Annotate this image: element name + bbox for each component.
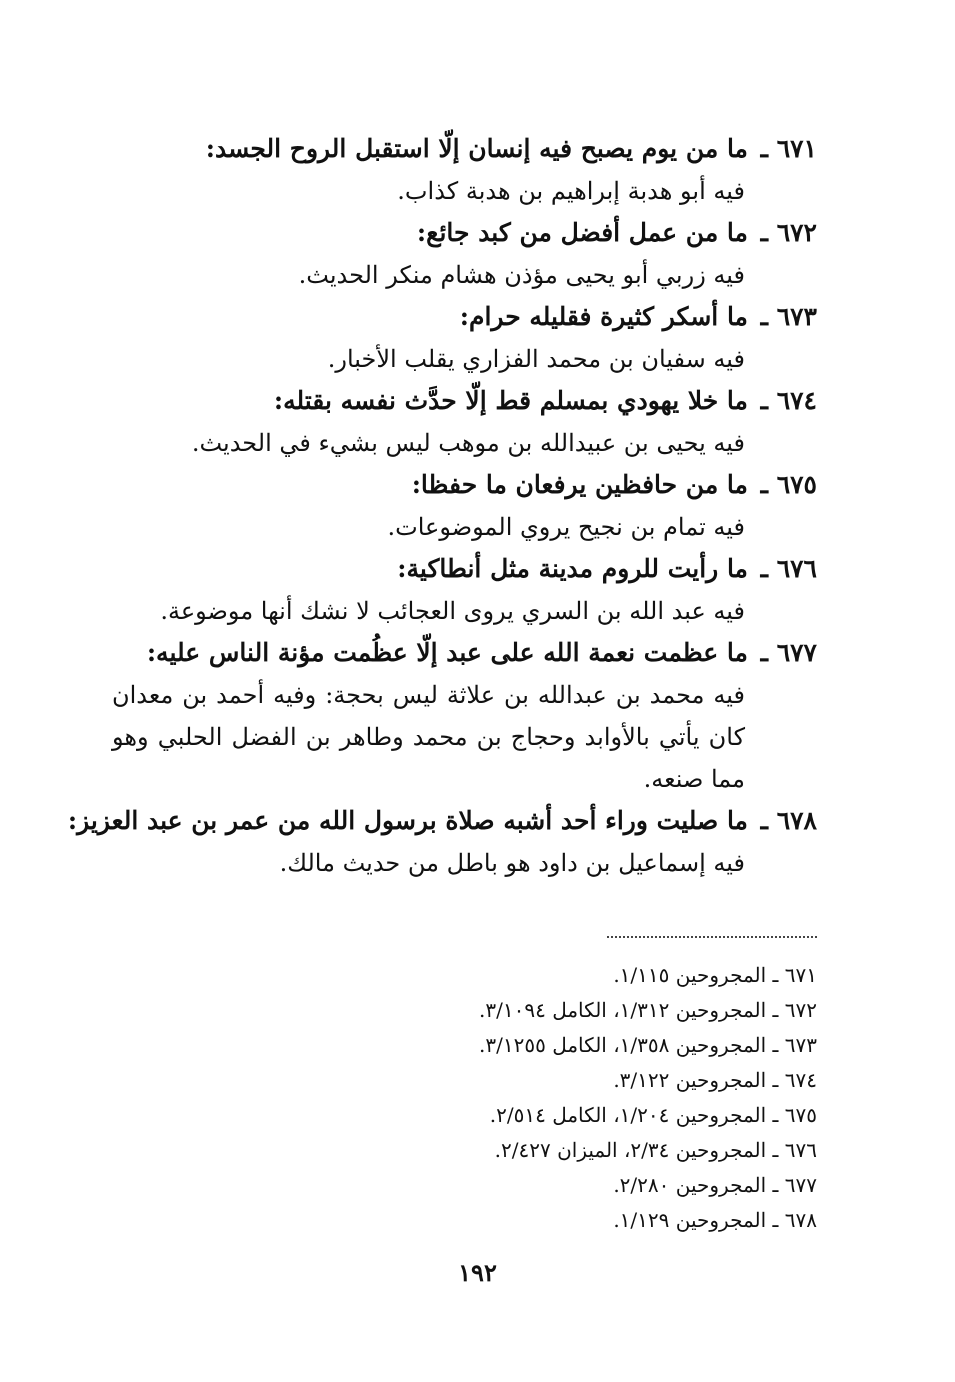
entry-number: ٦٧٣ ـ [760, 302, 817, 331]
hadith-entry-677 [112, 632, 817, 800]
entry-title: ما عظمت نعمة الله على عبد إلّا عظُمت مؤنة الناس عليه: [146, 638, 748, 667]
footnote-675: ٦٧٥ ـ المجروحين ١/٢٠٤، الكامل ٢/٥١٤. [489, 1103, 817, 1127]
entry-comment: فيه أبو هدبة إبراهيم بن هدبة كذاب. [397, 177, 745, 205]
entry-number: ٦٧١ ـ [760, 134, 817, 163]
entry-heading [112, 464, 817, 506]
hadith-entry-678 [67, 800, 817, 884]
entry-number: ٦٧٥ ـ [760, 470, 817, 499]
entry-number: ٦٧٢ ـ [760, 218, 817, 247]
hadith-entry-673 [112, 296, 817, 380]
entry-heading [112, 296, 817, 338]
entry-comment: فيه يحيى بن عبيدالله بن موهب ليس بشيء في الحديث. [191, 429, 745, 457]
footnotes [317, 958, 817, 1238]
entry-comment: فيه محمد بن عبدالله بن علاثة ليس بحجة: وفيه أحمد بن معدان كان يأتي بالأوابد وحجاج بن محمد وطاهر بن الفضل الحلبي وهو مما صنعه. [112, 681, 745, 793]
hadith-entry-671 [112, 128, 817, 212]
entry-heading [112, 548, 817, 590]
entry-title: ما رأيت للروم مدينة مثل أنطاكية: [397, 554, 748, 583]
footnote-678: ٦٧٨ ـ المجروحين ١/١٢٩. [613, 1208, 817, 1232]
entry-comment: فيه عبد الله بن السري يروى العجائب لا نشك أنها موضوعة. [160, 597, 745, 625]
footnote-676: ٦٧٦ ـ المجروحين ٢/٣٤، الميزان ٢/٤٢٧. [494, 1138, 817, 1162]
footnote-divider [607, 936, 817, 938]
entry-title: ما خلا يهودي بمسلم قط إلّا حدَّث نفسه بقتله: [273, 386, 748, 415]
footnote-674: ٦٧٤ ـ المجروحين ٣/١٢٢. [613, 1068, 817, 1092]
footnote-673: ٦٧٣ ـ المجروحين ١/٣٥٨، الكامل ٣/١٢٥٥. [479, 1033, 817, 1057]
entry-number: ٦٧٨ ـ [760, 806, 817, 835]
entry-comment: فيه إسماعيل بن داود هو باطل من حديث مالك. [279, 849, 745, 877]
entry-title: ما أسكر كثيرة فقليله حرام: [459, 302, 748, 331]
footnote-671: ٦٧١ ـ المجروحين ١/١١٥. [613, 963, 817, 987]
entry-number: ٦٧٧ ـ [760, 638, 817, 667]
entry-heading [112, 380, 817, 422]
entry-heading [112, 212, 817, 254]
page-number: ١٩٢ [458, 1258, 497, 1287]
hadith-entry-672 [112, 212, 817, 296]
entry-title: ما صليت وراء أحد أشبه صلاة برسول الله من عمر بن عبد العزيز: [67, 806, 748, 835]
entry-heading [112, 632, 817, 674]
entry-comment: فيه زربي أبو يحيى مؤذن هشام منكر الحديث. [298, 261, 745, 289]
entry-comment: فيه سفيان بن محمد الفزاري يقلب الأخبار. [327, 345, 745, 373]
hadith-entry-676 [112, 548, 817, 632]
footnote-672: ٦٧٢ ـ المجروحين ١/٣١٢، الكامل ٣/١٠٩٤. [479, 998, 817, 1022]
entry-comment: فيه تمام بن نجيح يروي الموضوعات. [387, 513, 745, 541]
entry-title: ما من حافظين يرفعان ما حفظا: [411, 470, 748, 499]
entry-number: ٦٧٤ ـ [760, 386, 817, 415]
entry-title: ما من عمل أفضل من كبد جائع: [416, 218, 748, 247]
entry-title: ما من يوم يصبح فيه إنسان إلّا استقبل الروح الجسد: [205, 134, 748, 163]
footnote-677: ٦٧٧ ـ المجروحين ٢/٢٨٠. [613, 1173, 817, 1197]
entry-heading [112, 128, 817, 170]
entry-number: ٦٧٦ ـ [760, 554, 817, 583]
hadith-entries [67, 128, 817, 884]
hadith-entry-674 [112, 380, 817, 464]
hadith-entry-675 [112, 464, 817, 548]
entry-heading [67, 800, 817, 842]
